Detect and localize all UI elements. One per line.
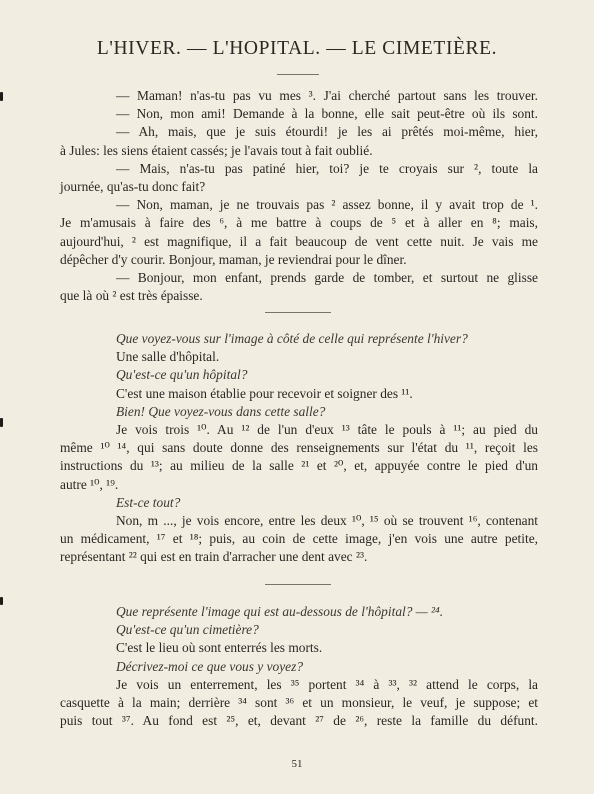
binding-mark — [0, 418, 3, 427]
text-line: que là où ² est très épaisse. — [60, 288, 203, 304]
text-line: — Maman! n'as-tu pas vu mes ³. J'ai cherché partout sans les trouver. — [116, 88, 538, 103]
answer-line: autre ¹⁰, ¹⁹. — [60, 476, 119, 492]
answer-line: instructions du ¹³; au milieu de la salle ²¹ et ²⁰, et, appuyée contre le pied d'un — [60, 458, 538, 474]
section-rule — [265, 584, 331, 585]
text-line: Je m'amusais à faire des ⁶, à me battre à coups de ⁵ et à aller en ⁸; mais, — [60, 215, 538, 231]
question-line: Qu'est-ce qu'un cimetière? — [116, 622, 259, 638]
text-line: aujourd'hui, ² est magnifique, il a fait beaucoup de vent cette nuit. Je vais me — [60, 233, 538, 249]
answer-line: puis tout ³⁷. Au fond est ²⁵, et, devant ²⁷ de ²⁶, reste la famille du défunt. — [60, 713, 538, 729]
text-line: journée, qu'as-tu donc fait? — [60, 178, 206, 194]
text-line: — Bonjour, mon enfant, prends garde de tomber, et surtout ne glisse — [116, 269, 538, 285]
question-line: Décrivez-moi ce que vous y voyez? — [116, 658, 304, 674]
answer-line: représentant ²² qui est en train d'arracher une dent avec ²³. — [60, 549, 368, 565]
question-line: Que représente l'image qui est au-dessous de l'hôpital? — ²⁴. — [116, 604, 444, 619]
binding-mark — [0, 92, 3, 101]
text-line: dépêcher d'y courir. Bonjour, maman, je reviendrai pour le dîner. — [60, 251, 407, 267]
text-line: — Mais, n'as-tu pas patiné hier, toi? je te croyais sur ², toute la — [116, 160, 538, 176]
text-line: — Non, mon ami! Demande à la bonne, elle sait peut-être où ils sont. — [116, 106, 538, 122]
question-line: Que voyez-vous sur l'image à côté de celle qui représente l'hiver? — [116, 331, 468, 346]
answer-line: Je vois un enterrement, les ³⁵ portent ³⁴ à ³³, ³² attend le corps, la — [116, 676, 538, 692]
question-line: Est-ce tout? — [116, 494, 181, 510]
dialogue-section — [60, 87, 538, 305]
answer-line: Une salle d'hôpital. — [116, 349, 220, 365]
text-line: à Jules: les siens étaient cassés; je l'avais tout à fait oublié. — [60, 142, 373, 158]
page-title: L'HIVER. — L'HOPITAL. — LE CIMETIÈRE. — [96, 38, 498, 59]
answer-line: même ¹⁰ ¹⁴, qui sans doute donne des renseignements sur l'état du ¹¹, reçoit les — [60, 440, 538, 456]
answer-line: Je vois trois ¹⁰. Au ¹² de l'un d'eux ¹³ tâte le pouls à ¹¹; au pied du — [116, 421, 538, 437]
hospital-section — [60, 330, 538, 566]
page-number: 51 — [291, 758, 303, 770]
title-rule — [277, 74, 319, 75]
question-line: Bien! Que voyez-vous dans cette salle? — [116, 403, 326, 419]
answer-line: Non, m ..., je vois encore, entre les deux ¹⁰, ¹⁵ où se trouvent ¹⁶, contenant — [116, 512, 538, 528]
section-rule — [265, 312, 331, 313]
text-line: — Non, maman, je ne trouvais pas ² assez bonne, il y avait trop de ¹. — [116, 197, 538, 213]
answer-line: casquette à la main; derrière ³⁴ sont ³⁶ et un monsieur, le veuf, je suppose; et — [60, 694, 538, 710]
answer-line: C'est une maison établie pour recevoir et soigner des ¹¹. — [116, 385, 413, 401]
text-line: — Ah, mais, que je suis étourdi! je les ai prêtés moi-même, hier, — [116, 124, 538, 140]
answer-line: C'est le lieu où sont enterrés les morts. — [116, 640, 323, 656]
answer-line: un médicament, ¹⁷ et ¹⁸; puis, au coin de cette image, j'en vois une autre petite, — [60, 531, 538, 547]
binding-mark — [0, 597, 3, 605]
cemetery-section — [60, 603, 538, 730]
question-line: Qu'est-ce qu'un hôpital? — [116, 367, 248, 383]
